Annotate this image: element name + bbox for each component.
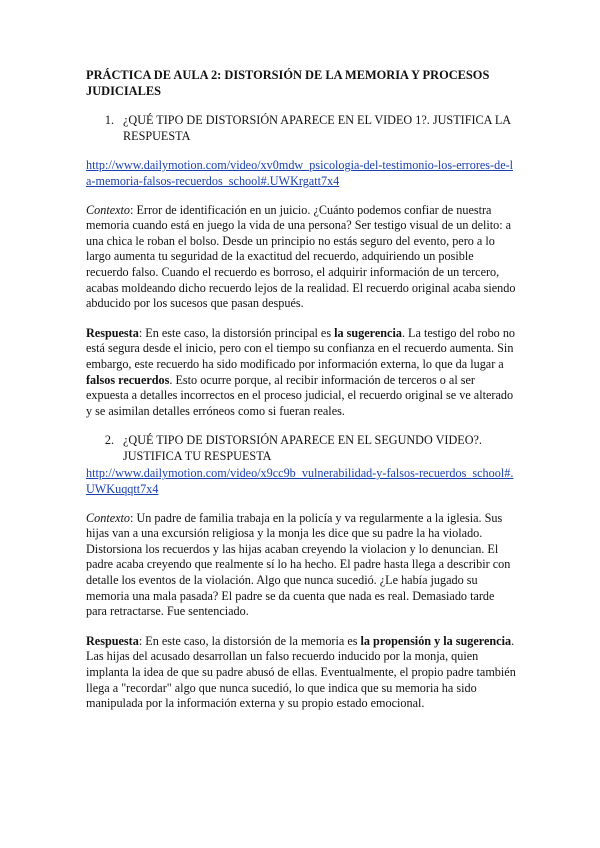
answer-2 xyxy=(86,634,516,712)
page-title: PRÁCTICA DE AULA 2: DISTORSIÓN DE LA MEMORIA Y PROCESOS JUDICIALES xyxy=(86,68,490,98)
answer-1-part-e: . Esto ocurre porque, al recibir información de terceros o al ser expuesta a detalles incorrectos en el proceso judicial, el recuerdo original se ve alterado y se asimilan detalles erróneos como si fueran reales. xyxy=(86,372,514,418)
answer-2-label: Respuesta xyxy=(86,633,139,648)
context-1 xyxy=(86,203,516,312)
question-2-text: ¿QUÉ TIPO DE DISTORSIÓN APARECE EN EL SEGUNDO VIDEO?. JUSTIFICA TU RESPUESTA xyxy=(123,433,482,463)
answer-1-label: Respuesta xyxy=(86,325,139,340)
question-2 xyxy=(86,433,516,464)
answer-1-key-term: la sugerencia xyxy=(334,325,402,340)
answer-1 xyxy=(86,326,516,420)
answer-1-part-a: : En este caso, la distorsión principal es xyxy=(138,325,335,340)
context-1-label: Contexto xyxy=(86,202,131,217)
document-page xyxy=(86,68,516,726)
context-2-text: : Un padre de familia trabaja en la policía y va regularmente a la iglesia. Sus hijas van a una excursión religiosa y la monja les dice que su padre la ha violado. Distorsiona los recuerdos y las hijas acaban creyendo la violacion y lo denuncian. El padre acaba creyendo que realmente sí lo ha hecho. El padre hasta llega a describir con detalle los eventos de la violación. Algo que nunca sucedió. ¿Le había jugado su memoria una mala pasada? El padre se da cuenta que nada es real. Demasiado tarde para retractarse. Fue sentenciado. xyxy=(86,510,511,619)
context-2-label: Contexto xyxy=(86,510,131,525)
context-2 xyxy=(86,511,516,620)
question-1-text: ¿QUÉ TIPO DE DISTORSIÓN APARECE EN EL VIDEO 1?. JUSTIFICA LA RESPUESTA xyxy=(123,113,511,143)
answer-2-key-term: la propensión y la sugerencia xyxy=(360,633,512,648)
context-1-text: : Error de identificación en un juicio. ¿Cuánto podemos confiar de nuestra memoria cuando está en juego la vida de una persona? Ser testigo visual de un delito: a una chica le roban el bolso. Desde un principio no estás seguro del evento, pero a lo largo aumenta tu seguridad de la exactitud del recuerdo, adquiriendo un posible recuerdo falso. Cuando el recuerdo es borroso, el adquirir información de un tercero, acabas moldeando dicho recuerdo lejos de la realidad. El recuerdo original acaba siendo abducido por los sucesos que pasan después. xyxy=(86,202,516,311)
answer-2-part-c: . Las hijas del acusado desarrollan un falso recuerdo inducido por la monja, quien implanta la idea de que su padre abusó de ellas. Eventualmente, el propio padre también llega a "recordar" algo que nunca sucedió, lo que indica que su memoria ha sido manipulada por la información externa y su propio estado emocional. xyxy=(86,633,516,711)
video-2-link[interactable]: http://www.dailymotion.com/video/x9cc9b_vulnerabilidad-y-falsos-recuerdos_school#.UWKuqqtt7x4 xyxy=(86,466,514,497)
question-1-number: 1. xyxy=(104,113,114,128)
answer-2-part-a: : En este caso, la distorsión de la memoria es xyxy=(138,633,361,648)
question-2-number: 2. xyxy=(104,433,114,448)
answer-1-key-term-2: falsos recuerdos xyxy=(86,372,170,387)
question-1 xyxy=(86,113,516,144)
video-1-link[interactable]: http://www.dailymotion.com/video/xv0mdw_psicologia-del-testimonio-los-errores-de-la-memoria-falsos-recuerdos_school#.UWKrgatt7x4 xyxy=(86,158,514,188)
answer-1-part-c: . La testigo del robo no está segura desde el inicio, pero con el tiempo su confianza en el recuerdo aumenta. Sin embargo, este recuerdo ha sido modificado por información externa, lo que da lugar a xyxy=(86,325,516,371)
